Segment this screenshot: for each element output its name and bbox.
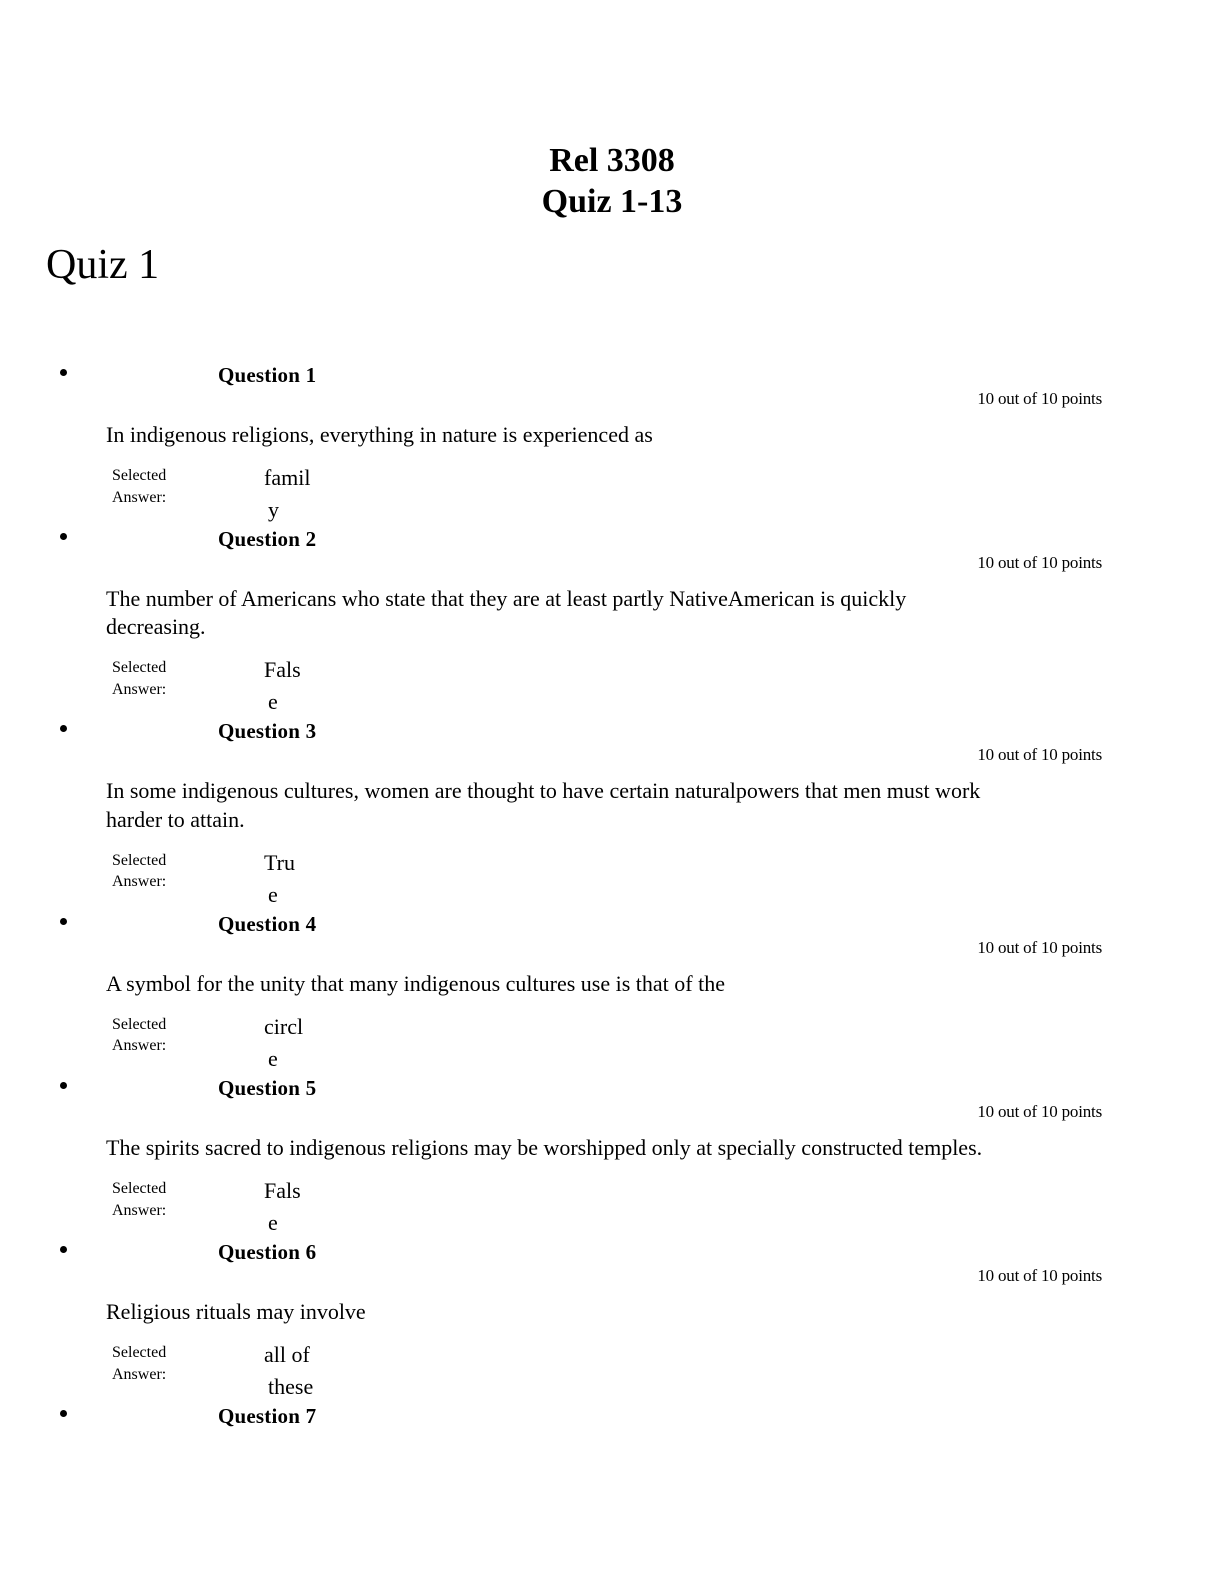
question-label: Question 6 xyxy=(218,1240,317,1265)
list-bullet-icon xyxy=(60,1082,67,1089)
selected-answer-label: Selected Answer: xyxy=(112,851,167,891)
question-text: Religious rituals may involve xyxy=(106,1299,366,1325)
selected-answer xyxy=(0,850,1224,908)
list-bullet-icon xyxy=(60,1246,67,1253)
selected-answer-value: famil y xyxy=(264,465,311,522)
selected-answer-label: Selected Answer: xyxy=(112,1180,167,1219)
question-item xyxy=(0,1076,1224,1236)
selected-answer xyxy=(0,465,1224,523)
selected-answer-value: Tru e xyxy=(264,849,295,907)
list-bullet-icon xyxy=(60,918,67,925)
question-points: 10 out of 10 points xyxy=(977,388,1102,408)
selected-answer xyxy=(0,657,1224,715)
question-points: 10 out of 10 points xyxy=(977,1266,1102,1286)
question-label: Question 1 xyxy=(218,362,317,387)
document-title: Rel 3308 xyxy=(549,142,675,179)
question-points: 10 out of 10 points xyxy=(977,937,1102,957)
question-label: Question 2 xyxy=(218,527,317,552)
section-heading: Quiz 1 xyxy=(46,241,160,288)
question-list xyxy=(0,363,1224,1434)
question-text: In indigenous religions, everything in nature is experienced as xyxy=(106,421,653,447)
question-text: A symbol for the unity that many indigenous cultures use is that of the xyxy=(106,970,725,996)
selected-answer-value: circl e xyxy=(264,1013,304,1071)
question-label: Question 5 xyxy=(218,1075,317,1100)
selected-answer-value: Fals e xyxy=(264,1178,301,1235)
question-item xyxy=(0,1240,1224,1400)
question-points: 10 out of 10 points xyxy=(977,553,1102,573)
question-text: The number of Americans who state that they are at least partly NativeAmerican is quickly decreasing. xyxy=(106,586,907,640)
question-points: 10 out of 10 points xyxy=(977,745,1102,765)
question-label: Question 3 xyxy=(218,719,317,744)
question-item xyxy=(0,527,1224,715)
question-points: 10 out of 10 points xyxy=(977,1101,1102,1121)
selected-answer xyxy=(0,1178,1224,1236)
question-label: Question 7 xyxy=(218,1404,317,1429)
question-item xyxy=(0,1404,1224,1434)
list-bullet-icon xyxy=(60,369,67,376)
list-bullet-icon xyxy=(60,533,67,540)
list-bullet-icon xyxy=(60,1410,67,1417)
selected-answer-value: Fals e xyxy=(264,657,301,715)
list-bullet-icon xyxy=(60,725,67,732)
selected-answer-value: all of these xyxy=(264,1342,314,1400)
selected-answer xyxy=(0,1014,1224,1072)
selected-answer-label: Selected Answer: xyxy=(112,1015,167,1055)
question-item xyxy=(0,363,1224,523)
selected-answer xyxy=(0,1342,1224,1400)
selected-answer-label: Selected Answer: xyxy=(112,659,167,698)
question-item xyxy=(0,912,1224,1072)
selected-answer-label: Selected Answer: xyxy=(112,1344,167,1383)
question-text: The spirits sacred to indigenous religions may be worshipped only at specially constructed temples. xyxy=(106,1134,983,1160)
question-label: Question 4 xyxy=(218,911,317,936)
question-text: In some indigenous cultures, women are thought to have certain naturalpowers that men must work harder to attain. xyxy=(106,778,981,832)
selected-answer-label: Selected Answer: xyxy=(112,467,167,506)
document-subtitle: Quiz 1-13 xyxy=(541,183,683,221)
question-item xyxy=(0,719,1224,907)
